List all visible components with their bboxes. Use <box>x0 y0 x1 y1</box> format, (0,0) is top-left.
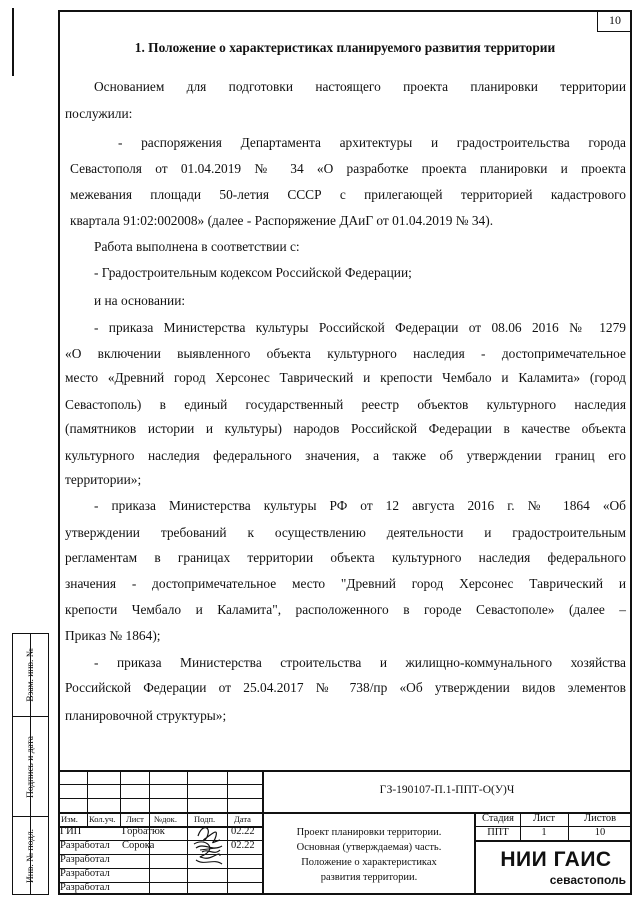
body-line: место «Древний город Херсонес Таврический и крепости Чембало и Каламита» (город <box>65 370 626 385</box>
body-line: территории»; <box>65 472 142 487</box>
row-role: ГИП <box>60 826 82 837</box>
body-line: культурного наследия федерального значения, а также об утверждении границ его <box>65 448 626 463</box>
col-header: Дата <box>234 814 251 824</box>
page-number: 10 <box>597 10 632 32</box>
col-header: Кол.уч. <box>89 814 116 824</box>
row-name: Горбатюк <box>122 826 165 837</box>
body-line: межевания площади 50-летия СССР с прилегающей территорией кадастрового <box>70 187 626 202</box>
body-line: и на основании: <box>94 293 186 308</box>
row-name: Сорока <box>122 840 155 851</box>
row-role: Разработал <box>60 854 110 865</box>
signature-scribble <box>190 836 226 870</box>
row-role: Разработал <box>60 882 110 893</box>
sidebar-divider <box>30 633 31 717</box>
row-role: Разработал <box>60 868 110 879</box>
col-header: Лист <box>126 814 144 824</box>
sheet-value: 1 <box>541 827 547 838</box>
body-line: Приказ № 1864); <box>65 628 161 643</box>
body-line: регламентам в границах территории объекта культурного наследия федерального <box>65 550 626 565</box>
sidebar-inv-label: Инв. № подл. <box>25 828 36 883</box>
document-code: ГЗ-190107-П.1-ППТ-О(У)Ч <box>379 784 515 796</box>
sheets-label: Листов <box>583 813 617 824</box>
row-date: 02.22 <box>231 826 255 837</box>
body-line: значения - достопримечательное место "Древний город Херсонес Таврический и <box>65 576 626 591</box>
description-line: Положение о характеристиках <box>301 857 437 868</box>
sheets-value: 10 <box>594 827 606 838</box>
col-header: Изм. <box>61 814 78 824</box>
body-line: (памятников истории и культуры) народов Российской Федерации в качестве объекта <box>65 421 626 436</box>
body-line: Российской Федерации от 25.04.2017 № 738/пр «Об утверждении видов элементов <box>65 680 626 695</box>
body-line: - Градостроительным кодексом Российской Федерации; <box>94 265 412 280</box>
col-header: Подп. <box>194 814 216 824</box>
stage-value: ППТ <box>487 827 509 838</box>
description-line: Проект планировки территории. <box>296 827 442 838</box>
body-line: Севастополь) в единый государственный реестр объектов культурного наследия <box>65 397 626 412</box>
description-line: развития территории. <box>320 872 418 883</box>
body-line: Севастополя от 01.04.2019 № 34 «О разработке проекта планировки и проекта <box>70 161 626 176</box>
body-line: - приказа Министерства культуры Российской Федерации от 08.06 2016 № 1279 <box>94 320 626 335</box>
body-line: Работа выполнена в соответствии с: <box>94 239 300 254</box>
section-heading: 1. Положение о характеристиках планируемого развития территории <box>134 40 556 55</box>
sheet-label: Лист <box>533 813 555 824</box>
company-logo-name: НИИ ГАИС <box>500 848 612 871</box>
sidebar-divider <box>30 817 31 895</box>
body-line: утверждении требований к осуществлению деятельности и градостроительным <box>65 525 626 540</box>
row-role: Разработал <box>60 840 110 851</box>
title-block <box>58 770 632 895</box>
body-line: «О включении выявленного объекта культурного наследия - достопримечательное <box>65 346 626 361</box>
col-header: №док. <box>154 814 177 824</box>
company-logo-city: севастополь <box>549 873 626 887</box>
sidebar-vzam-label: Взам. инв. № <box>25 648 36 702</box>
body-line: послужили: <box>65 106 133 121</box>
row-date: 02.22 <box>231 840 255 851</box>
stage-label: Стадия <box>481 813 515 824</box>
body-line: крепости Чембало и Каламита", расположенного в городе Севастополе» (далее – <box>65 602 626 617</box>
body-line: квартала 91:02:002008» (далее - Распоряжение ДАиГ от 01.04.2019 № 34). <box>70 213 494 228</box>
sidebar-divider <box>30 717 31 817</box>
sidebar-podpis-label: Подпись и дата <box>25 735 36 798</box>
body-line: планировочной структуры»; <box>65 708 227 723</box>
body-line: - распоряжения Департамента архитектуры и градостроительства города <box>118 135 626 150</box>
body-line: - приказа Министерства строительства и жилищно-коммунального хозяйства <box>94 655 626 670</box>
body-line: Основанием для подготовки настоящего проекта планировки территории <box>94 79 626 94</box>
description-line: Основная (утверждаемая) часть. <box>296 842 442 853</box>
binding-line <box>12 8 14 76</box>
body-line: - приказа Министерства культуры РФ от 12 августа 2016 г. № 1864 «Об <box>94 498 626 513</box>
